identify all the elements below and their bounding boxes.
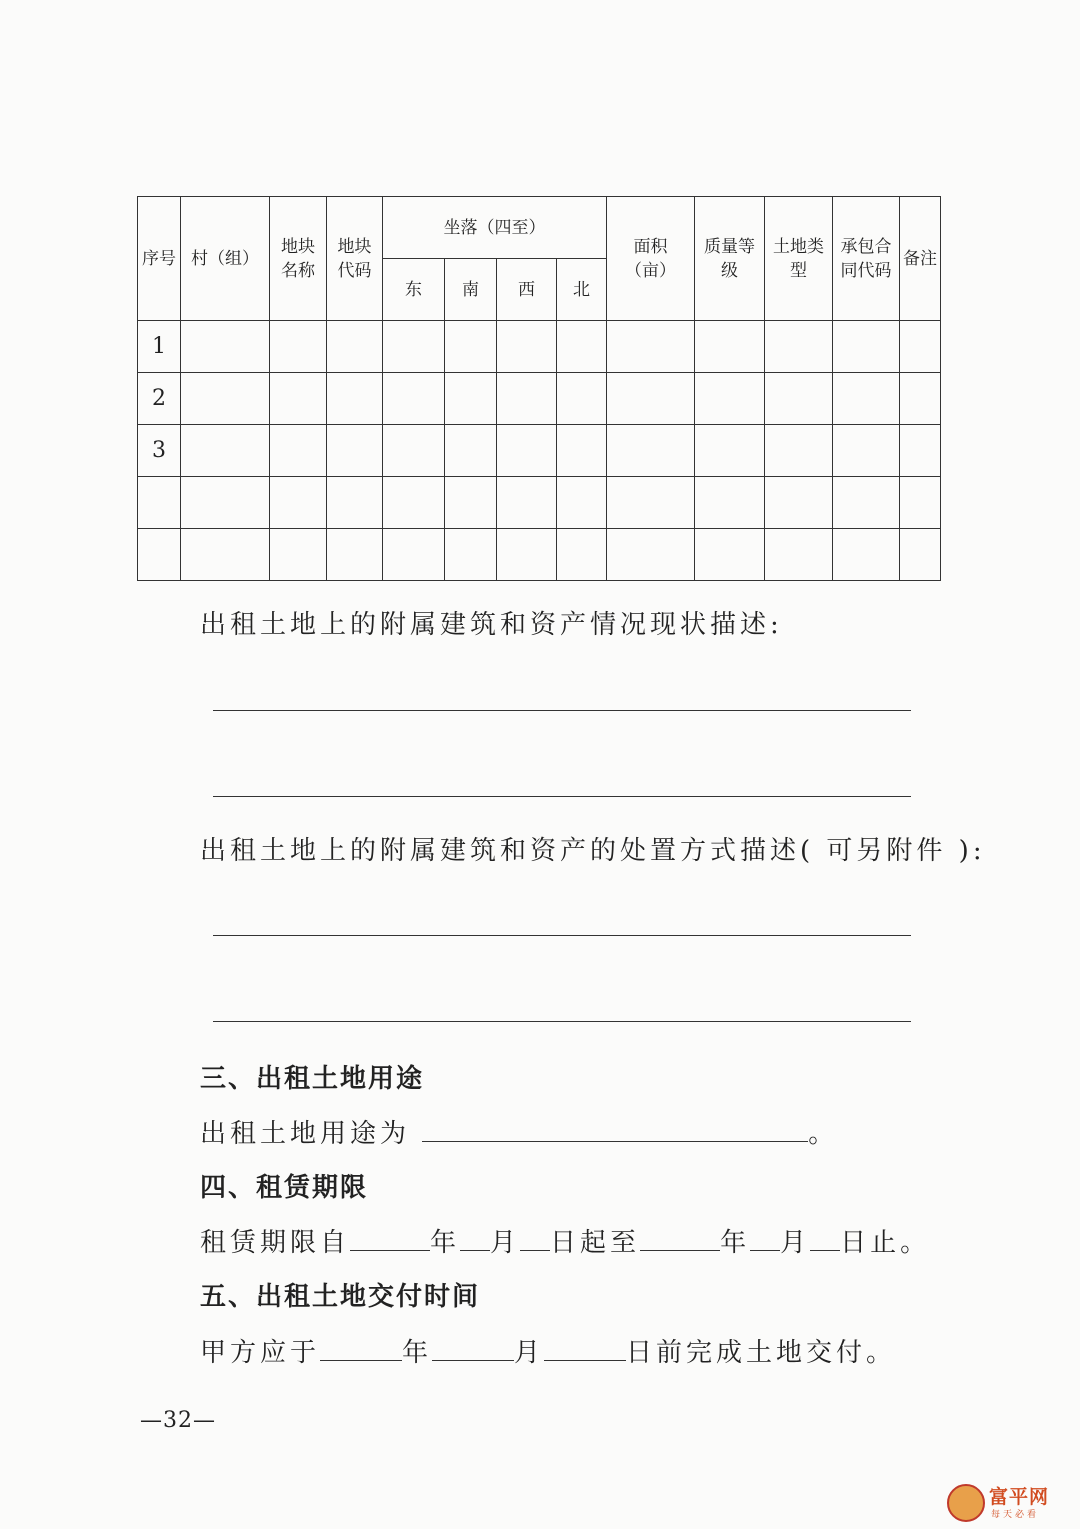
col-contract-code: 承包合同代码 <box>833 197 900 321</box>
col-area: 面积（亩） <box>607 197 695 321</box>
disposal-blank-line-1[interactable] <box>213 935 911 936</box>
delivery-year-blank[interactable] <box>320 1332 402 1361</box>
delivery-time-text <box>200 1332 896 1369</box>
land-use-suffix: 。 <box>808 1119 839 1149</box>
col-plot-name: 地块名称 <box>270 197 327 321</box>
col-remark: 备注 <box>900 197 941 321</box>
table-row <box>138 425 941 477</box>
start-month-blank[interactable] <box>460 1222 490 1251</box>
section4-heading: 四、租赁期限 <box>200 1173 369 1203</box>
table-row <box>138 373 941 425</box>
col-south: 南 <box>445 259 497 321</box>
col-village: 村（组） <box>181 197 270 321</box>
col-plot-code: 地块代码 <box>327 197 383 321</box>
end-month-blank[interactable] <box>750 1222 780 1251</box>
row-seq: 1 <box>138 321 181 373</box>
delivery-month-blank[interactable] <box>432 1332 514 1361</box>
disposal-blank-line-2[interactable] <box>213 1021 911 1022</box>
table-row <box>138 477 941 529</box>
land-plot-table <box>137 196 941 581</box>
end-day-blank[interactable] <box>810 1222 840 1251</box>
buildings-status-label: 出租土地上的附属建筑和资产情况现状描述: <box>200 610 783 640</box>
year-label: 年 <box>720 1228 751 1258</box>
row-seq: 3 <box>138 425 181 477</box>
land-use-blank[interactable] <box>422 1113 808 1142</box>
col-quality: 质量等级 <box>695 197 765 321</box>
site-logo[interactable] <box>947 1482 1063 1524</box>
table-header-row <box>138 197 941 259</box>
status-blank-line-1[interactable] <box>213 710 911 711</box>
delivery-suffix: 日前完成土地交付。 <box>626 1338 897 1368</box>
buildings-disposal-label: 出租土地上的附属建筑和资产的处置方式描述( 可另附件 ): <box>200 836 986 866</box>
delivery-day-blank[interactable] <box>544 1332 626 1361</box>
page-number: —32— <box>140 1408 216 1433</box>
col-north: 北 <box>557 259 607 321</box>
section5-heading: 五、出租土地交付时间 <box>200 1282 481 1312</box>
logo-name: 富平网 <box>989 1486 1050 1508</box>
row-seq: 2 <box>138 373 181 425</box>
delivery-prefix: 甲方应于 <box>200 1338 321 1368</box>
row-seq <box>138 529 181 581</box>
status-blank-line-2[interactable] <box>213 796 911 797</box>
day-from-label: 日起至 <box>550 1228 641 1258</box>
section3-heading: 三、出租土地用途 <box>200 1064 425 1094</box>
end-year-blank[interactable] <box>640 1222 720 1251</box>
table-row <box>138 529 941 581</box>
start-year-blank[interactable] <box>350 1222 430 1251</box>
day-end-label: 日止。 <box>840 1228 931 1258</box>
row-seq <box>138 477 181 529</box>
col-location: 坐落（四至） <box>383 197 607 259</box>
year-label: 年 <box>402 1338 433 1368</box>
month-label: 月 <box>780 1228 811 1258</box>
table-row <box>138 321 941 373</box>
lease-term-prefix: 租赁期限自 <box>200 1228 351 1258</box>
start-day-blank[interactable] <box>520 1222 550 1251</box>
col-east: 东 <box>383 259 445 321</box>
logo-tagline: 每天必看 <box>991 1510 1040 1520</box>
col-west: 西 <box>497 259 557 321</box>
month-label: 月 <box>490 1228 521 1258</box>
col-land-type: 土地类型 <box>765 197 833 321</box>
month-label: 月 <box>514 1338 545 1368</box>
section3-text <box>200 1113 838 1150</box>
year-label: 年 <box>430 1228 461 1258</box>
logo-badge-icon <box>947 1484 985 1522</box>
lease-term-text <box>200 1222 930 1259</box>
land-use-prefix: 出租土地用途为 <box>200 1119 411 1149</box>
col-seq: 序号 <box>138 197 181 321</box>
